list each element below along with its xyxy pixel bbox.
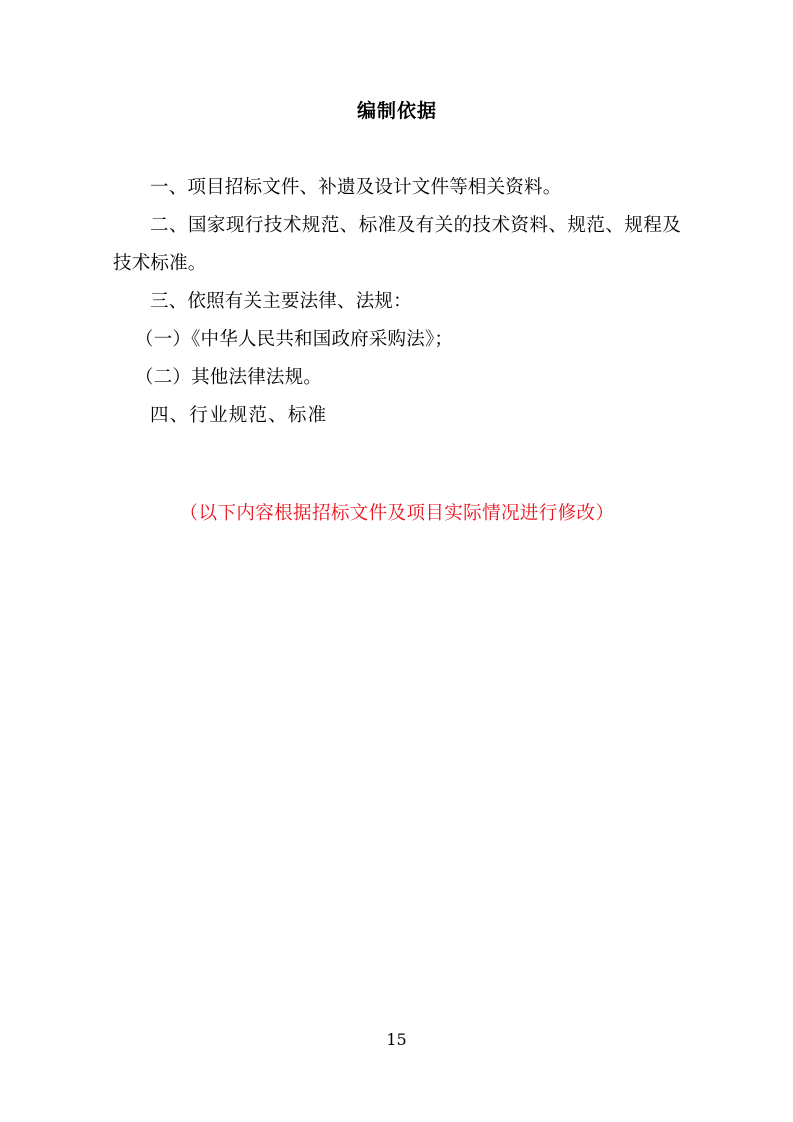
paragraph-item-4: 四、行业规范、标准 [150, 405, 328, 426]
page-title: 编制依据 [356, 100, 437, 122]
paragraph-item-3: 三、依照有关主要法律、法规： [150, 291, 412, 312]
paragraph-item-3-1: （一）《中华人民共和国政府采购法》； [135, 329, 454, 350]
paragraph-item-3-2: （二）其他法律法规。 [135, 367, 323, 388]
page-number: 15 [386, 1030, 407, 1049]
paragraph-item-2: 二、国家现行技术规范、标准及有关的技术资料、规范、规程及技术标准。 [113, 215, 681, 274]
page-body [113, 96, 681, 531]
editorial-note: （以下内容根据招标文件及项目实际情况进行修改） [179, 503, 615, 524]
paragraph-item-1: 一、项目招标文件、补遗及设计文件等相关资料。 [150, 177, 562, 198]
